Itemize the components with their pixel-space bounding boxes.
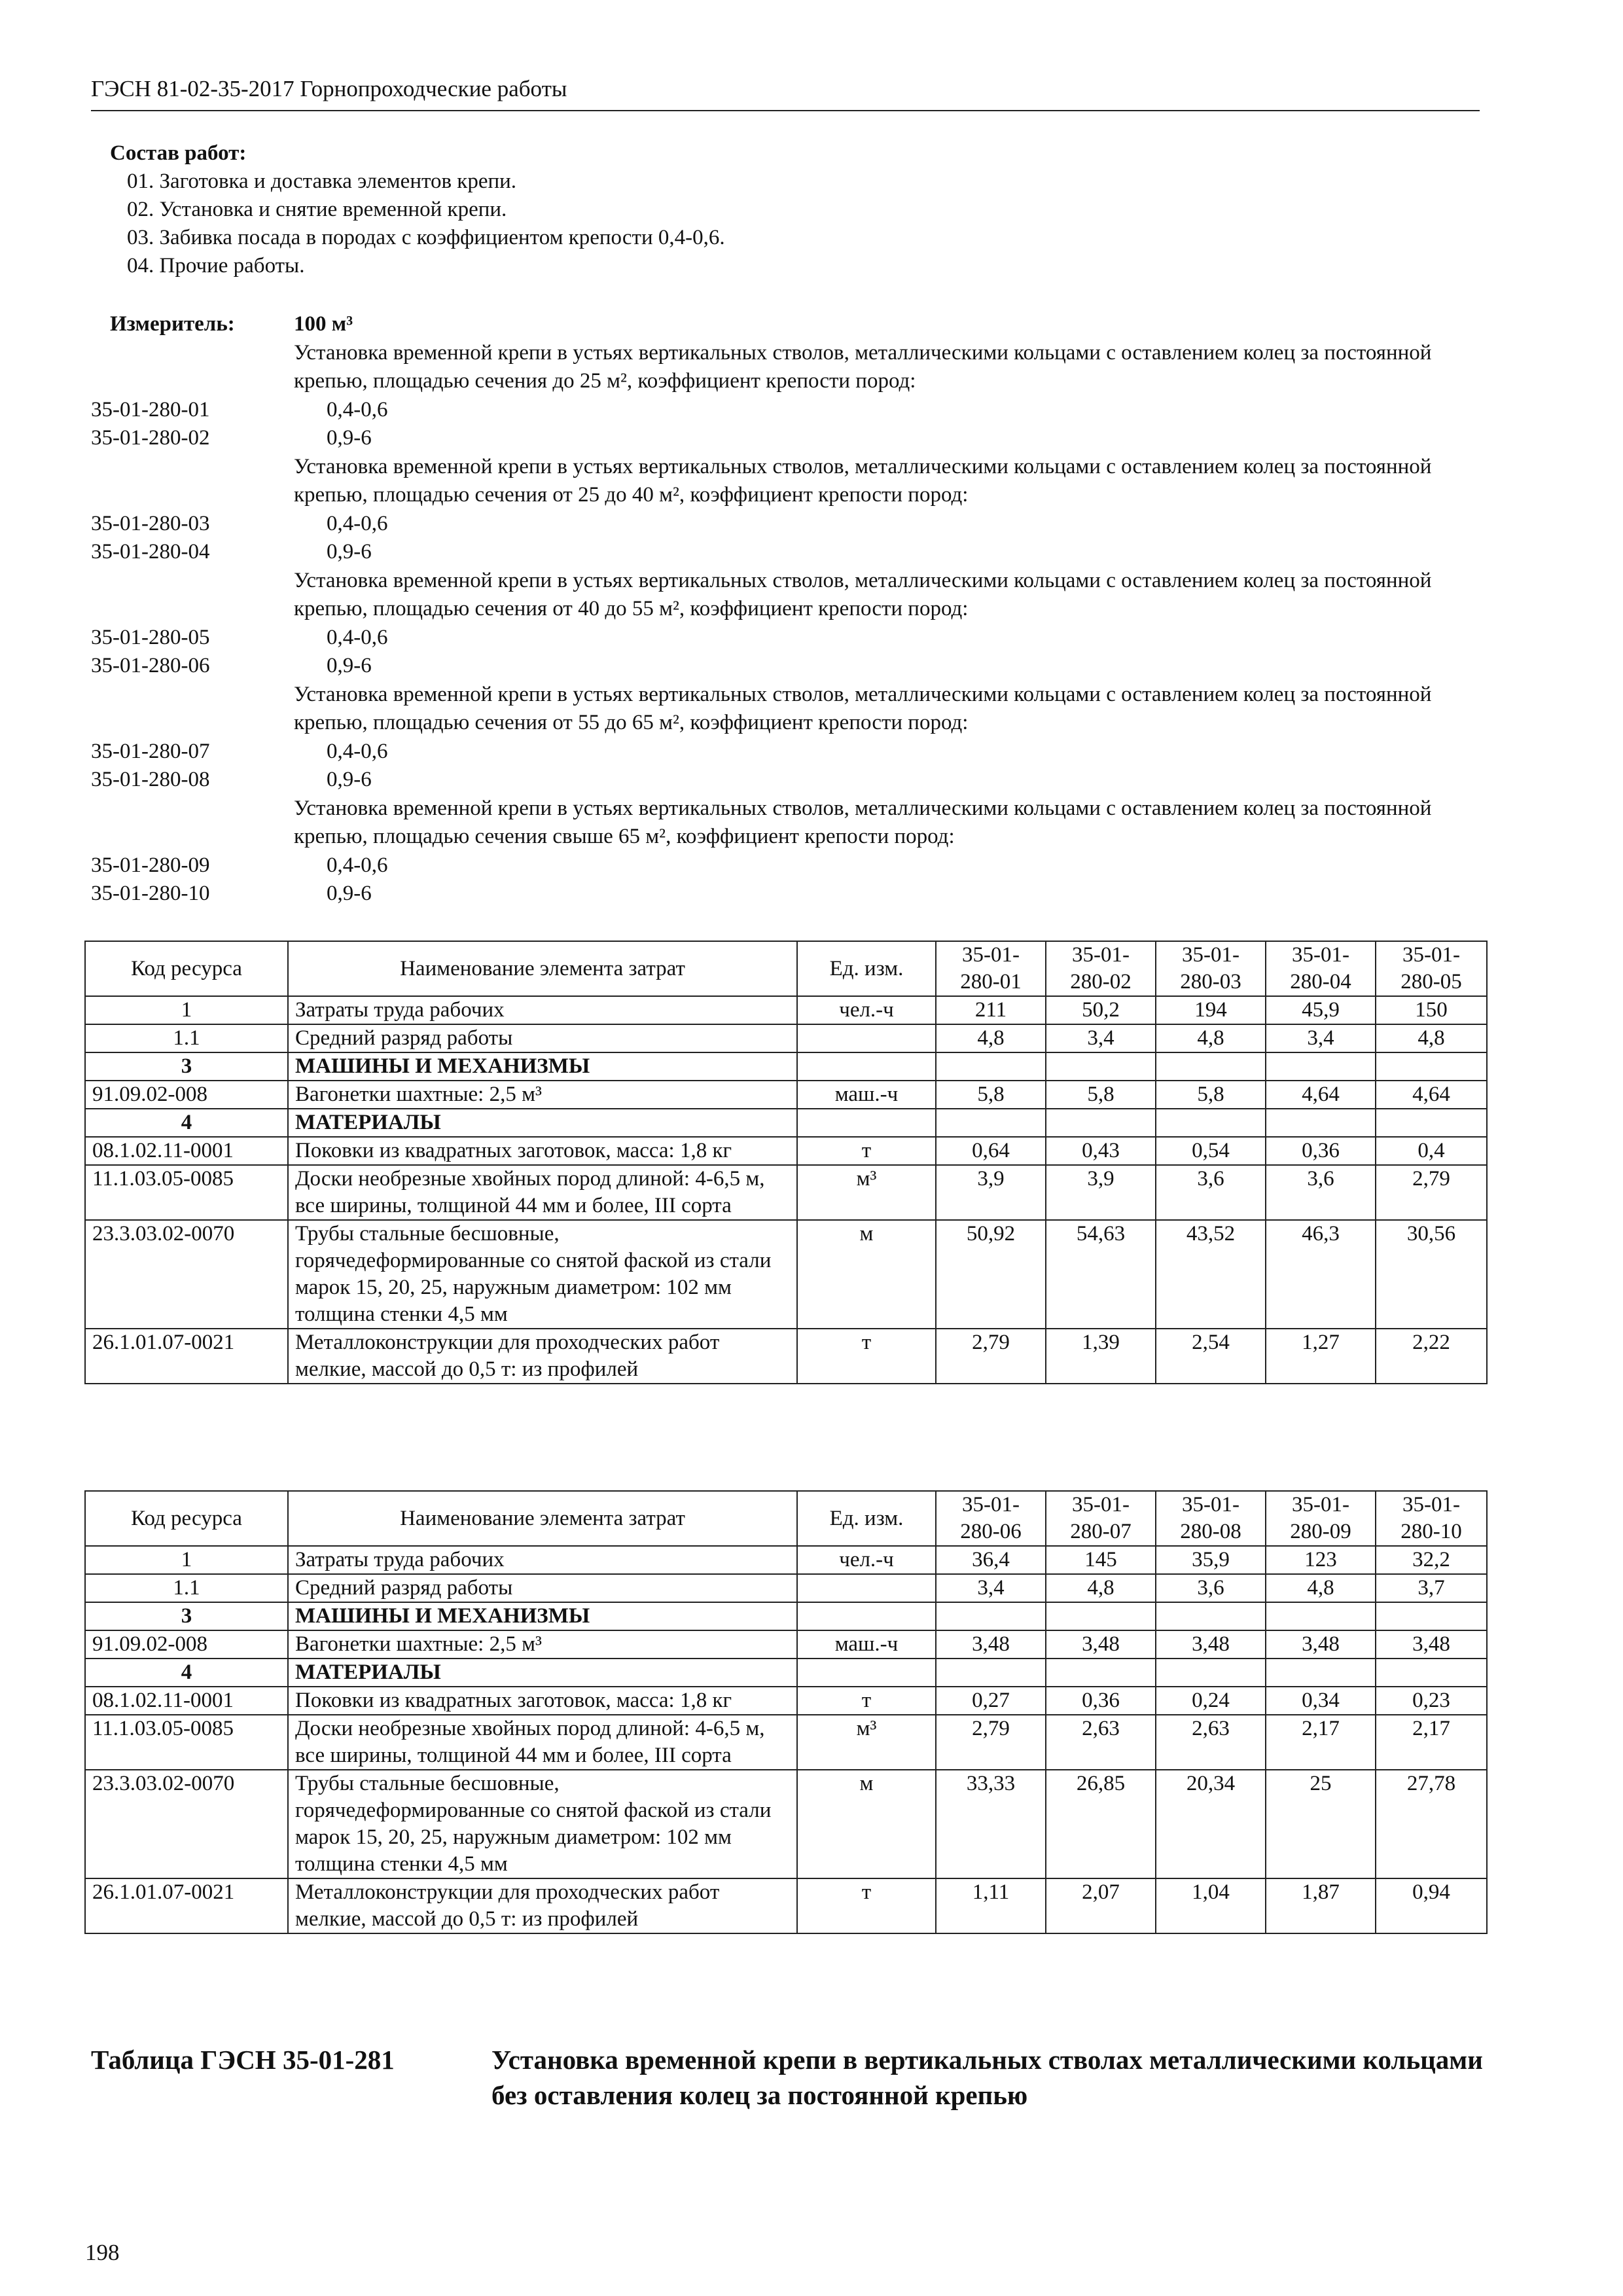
measure-code: 35-01-280-06 bbox=[91, 654, 210, 677]
norm-value: 54,63 bbox=[1046, 1220, 1156, 1329]
norm-value: 2,79 bbox=[1376, 1165, 1487, 1220]
resource-name: Трубы стальные бесшовные, горячедеформированные со снятой фаской из стали марок 15, 20, 25, наружным диаметром: 102 мм толщина стенки 4,5 мм bbox=[288, 1770, 797, 1878]
resource-code: 91.09.02-008 bbox=[85, 1630, 288, 1659]
measure-value: 0,9-6 bbox=[327, 654, 372, 677]
measure-value: 0,4-0,6 bbox=[327, 397, 388, 422]
norm-value: 0,64 bbox=[936, 1137, 1046, 1165]
norm-value bbox=[1156, 1109, 1266, 1137]
norm-value: 27,78 bbox=[1376, 1770, 1487, 1878]
resource-name: Металлоконструкции для проходческих работ мелкие, массой до 0,5 т: из профилей bbox=[288, 1878, 797, 1933]
measure-code-row bbox=[91, 510, 1491, 539]
resource-name: Металлоконструкции для проходческих работ мелкие, массой до 0,5 т: из профилей bbox=[288, 1329, 797, 1384]
header-norm-code: 35-01- 280-07 bbox=[1046, 1491, 1156, 1546]
resource-code: 3 bbox=[85, 1602, 288, 1630]
measure-value: 0,4-0,6 bbox=[327, 853, 388, 877]
norm-value: 5,8 bbox=[1156, 1081, 1266, 1109]
norm-value: 3,6 bbox=[1156, 1574, 1266, 1602]
norm-value bbox=[1376, 1602, 1487, 1630]
norm-value bbox=[936, 1659, 1046, 1687]
header-norm-code: 35-01- 280-05 bbox=[1376, 941, 1487, 996]
resource-unit: т bbox=[797, 1878, 936, 1933]
measure-code-row bbox=[91, 880, 1491, 908]
resource-name: МАТЕРИАЛЫ bbox=[288, 1659, 797, 1687]
table-header-row bbox=[85, 1491, 1487, 1546]
resource-name: МАШИНЫ И МЕХАНИЗМЫ bbox=[288, 1052, 797, 1081]
norm-value: 3,48 bbox=[1046, 1630, 1156, 1659]
resource-unit: м³ bbox=[797, 1715, 936, 1770]
table-row bbox=[85, 1687, 1487, 1715]
measure-label: Измеритель: bbox=[110, 312, 235, 336]
norm-value: 194 bbox=[1156, 996, 1266, 1024]
header-norm-code: 35-01- 280-08 bbox=[1156, 1491, 1266, 1546]
resource-code: 08.1.02.11-0001 bbox=[85, 1137, 288, 1165]
table-row bbox=[85, 1220, 1487, 1329]
measure-code-row bbox=[91, 624, 1491, 653]
work-item: 01. Заготовка и доставка элементов крепи. bbox=[127, 170, 517, 193]
resource-name: Вагонетки шахтные: 2,5 м³ bbox=[288, 1081, 797, 1109]
norm-value: 2,17 bbox=[1376, 1715, 1487, 1770]
page-number: 198 bbox=[85, 2240, 120, 2265]
measure-group-description: Установка временной крепи в устьях вертикальных стволов, металлическими кольцами с оставлением колец за постоянной крепью, площадью сечения от 25 до 40 м², коэффициент крепости пород: bbox=[294, 454, 1432, 507]
measure-row bbox=[91, 310, 1491, 339]
table-row bbox=[85, 1024, 1487, 1052]
norm-value: 3,48 bbox=[1376, 1630, 1487, 1659]
resource-name: МАТЕРИАЛЫ bbox=[288, 1109, 797, 1137]
norm-value: 2,79 bbox=[936, 1329, 1046, 1384]
norm-value bbox=[1156, 1602, 1266, 1630]
norm-value: 123 bbox=[1266, 1546, 1376, 1574]
header-norm-code: 35-01- 280-03 bbox=[1156, 941, 1266, 996]
resource-name: Доски необрезные хвойных пород длиной: 4-6,5 м, все ширины, толщиной 44 мм и более, III сорта bbox=[288, 1165, 797, 1220]
table-row bbox=[85, 1329, 1487, 1384]
measure-group-description: Установка временной крепи в устьях вертикальных стволов, металлическими кольцами с оставлением колец за постоянной крепью, площадью сечения до 25 м², коэффициент крепости пород: bbox=[294, 340, 1432, 393]
norm-value: 0,34 bbox=[1266, 1687, 1376, 1715]
resource-unit bbox=[797, 1052, 936, 1081]
norm-value: 2,54 bbox=[1156, 1329, 1266, 1384]
resource-code: 3 bbox=[85, 1052, 288, 1081]
norm-value: 150 bbox=[1376, 996, 1487, 1024]
resource-code: 1.1 bbox=[85, 1574, 288, 1602]
header-unit: Ед. изм. bbox=[797, 1491, 936, 1546]
resource-code: 91.09.02-008 bbox=[85, 1081, 288, 1109]
norm-value: 35,9 bbox=[1156, 1546, 1266, 1574]
measure-code-row bbox=[91, 652, 1491, 681]
norm-value: 4,8 bbox=[936, 1024, 1046, 1052]
norm-value: 3,4 bbox=[1266, 1024, 1376, 1052]
resource-unit: т bbox=[797, 1137, 936, 1165]
resource-code: 4 bbox=[85, 1109, 288, 1137]
resource-name: Трубы стальные бесшовные, горячедеформированные со снятой фаской из стали марок 15, 20, 25, наружным диаметром: 102 мм толщина стенки 4,5 мм bbox=[288, 1220, 797, 1329]
resource-unit bbox=[797, 1602, 936, 1630]
header-norm-code: 35-01- 280-10 bbox=[1376, 1491, 1487, 1546]
norm-value: 4,8 bbox=[1156, 1024, 1266, 1052]
norm-value: 5,8 bbox=[936, 1081, 1046, 1109]
norm-value: 211 bbox=[936, 996, 1046, 1024]
resource-code: 26.1.01.07-0021 bbox=[85, 1878, 288, 1933]
norm-value: 2,79 bbox=[936, 1715, 1046, 1770]
resource-unit: м bbox=[797, 1770, 936, 1878]
resource-code: 26.1.01.07-0021 bbox=[85, 1329, 288, 1384]
norm-value: 4,64 bbox=[1266, 1081, 1376, 1109]
norm-value: 20,34 bbox=[1156, 1770, 1266, 1878]
norm-value: 3,7 bbox=[1376, 1574, 1487, 1602]
header-norm-code: 35-01- 280-04 bbox=[1266, 941, 1376, 996]
norm-value: 3,6 bbox=[1266, 1165, 1376, 1220]
measure-value: 0,9-6 bbox=[327, 768, 372, 791]
norm-value: 0,24 bbox=[1156, 1687, 1266, 1715]
norm-value: 3,9 bbox=[936, 1165, 1046, 1220]
measure-value: 0,4-0,6 bbox=[327, 511, 388, 535]
resource-unit: м³ bbox=[797, 1165, 936, 1220]
resource-unit: маш.-ч bbox=[797, 1081, 936, 1109]
resource-name: Затраты труда рабочих bbox=[288, 996, 797, 1024]
norm-value: 50,2 bbox=[1046, 996, 1156, 1024]
norm-value bbox=[936, 1052, 1046, 1081]
measure-value: 0,4-0,6 bbox=[327, 739, 388, 763]
measure-group-description: Установка временной крепи в устьях вертикальных стволов, металлическими кольцами с оставлением колец за постоянной крепью, площадью сечения от 55 до 65 м², коэффициент крепости пород: bbox=[294, 682, 1432, 734]
measure-code: 35-01-280-04 bbox=[91, 540, 210, 564]
table-row bbox=[85, 1878, 1487, 1933]
page-header: ГЭСН 81-02-35-2017 Горнопроходческие работы bbox=[91, 76, 1480, 111]
norm-value: 5,8 bbox=[1046, 1081, 1156, 1109]
measure-unit: 100 м³ bbox=[294, 312, 353, 336]
norm-value: 46,3 bbox=[1266, 1220, 1376, 1329]
norm-value: 43,52 bbox=[1156, 1220, 1266, 1329]
resource-name: Вагонетки шахтные: 2,5 м³ bbox=[288, 1630, 797, 1659]
resource-code: 4 bbox=[85, 1659, 288, 1687]
norm-value: 45,9 bbox=[1266, 996, 1376, 1024]
resource-name: Средний разряд работы bbox=[288, 1574, 797, 1602]
table-row bbox=[85, 1165, 1487, 1220]
resource-name: Поковки из квадратных заготовок, масса: 1,8 кг bbox=[288, 1687, 797, 1715]
norm-value: 3,6 bbox=[1156, 1165, 1266, 1220]
measure-code: 35-01-280-02 bbox=[91, 426, 210, 450]
norm-value bbox=[936, 1602, 1046, 1630]
norm-value: 2,63 bbox=[1046, 1715, 1156, 1770]
header-name: Наименование элемента затрат bbox=[288, 941, 797, 996]
table-row bbox=[85, 1109, 1487, 1137]
header-code: Код ресурса bbox=[85, 1491, 288, 1546]
resource-name: Затраты труда рабочих bbox=[288, 1546, 797, 1574]
table-header-row bbox=[85, 941, 1487, 996]
norm-value bbox=[1046, 1659, 1156, 1687]
resource-code: 1 bbox=[85, 1546, 288, 1574]
norm-value: 32,2 bbox=[1376, 1546, 1487, 1574]
norm-value bbox=[1156, 1659, 1266, 1687]
measure-section bbox=[91, 310, 1491, 908]
measure-group-description: Установка временной крепи в устьях вертикальных стволов, металлическими кольцами с оставлением колец за постоянной крепью, площадью сечения свыше 65 м², коэффициент крепости пород: bbox=[294, 796, 1432, 848]
work-item: 04. Прочие работы. bbox=[127, 254, 305, 278]
header-code: Код ресурса bbox=[85, 941, 288, 996]
resource-unit bbox=[797, 1659, 936, 1687]
header-unit: Ед. изм. bbox=[797, 941, 936, 996]
norm-value: 1,04 bbox=[1156, 1878, 1266, 1933]
resource-code: 11.1.03.05-0085 bbox=[85, 1715, 288, 1770]
norm-value: 2,63 bbox=[1156, 1715, 1266, 1770]
norm-value: 2,07 bbox=[1046, 1878, 1156, 1933]
norm-value: 4,64 bbox=[1376, 1081, 1487, 1109]
measure-value: 0,9-6 bbox=[327, 540, 372, 564]
header-norm-code: 35-01- 280-06 bbox=[936, 1491, 1046, 1546]
resource-table-1 bbox=[84, 941, 1488, 1384]
norm-value: 145 bbox=[1046, 1546, 1156, 1574]
norm-value bbox=[1156, 1052, 1266, 1081]
header-norm-code: 35-01- 280-02 bbox=[1046, 941, 1156, 996]
header-name: Наименование элемента затрат bbox=[288, 1491, 797, 1546]
caption-title: Установка временной крепи в вертикальных стволах металлическими кольцами без оставления колец за постоянной крепью bbox=[491, 2045, 1483, 2110]
resource-unit: чел.-ч bbox=[797, 1546, 936, 1574]
work-composition-title: Состав работ: bbox=[110, 141, 247, 165]
norm-value bbox=[1046, 1602, 1156, 1630]
norm-value: 0,94 bbox=[1376, 1878, 1487, 1933]
norm-value: 4,8 bbox=[1266, 1574, 1376, 1602]
table-row bbox=[85, 1574, 1487, 1602]
caption-table-id: Таблица ГЭСН 35-01-281 bbox=[91, 2045, 395, 2075]
measure-code: 35-01-280-09 bbox=[91, 853, 210, 877]
table-row bbox=[85, 1081, 1487, 1109]
measure-code: 35-01-280-10 bbox=[91, 882, 210, 905]
measure-code-row bbox=[91, 738, 1491, 766]
norm-value: 3,48 bbox=[1266, 1630, 1376, 1659]
norm-value: 1,27 bbox=[1266, 1329, 1376, 1384]
resource-name: Доски необрезные хвойных пород длиной: 4-6,5 м, все ширины, толщиной 44 мм и более, III сорта bbox=[288, 1715, 797, 1770]
resource-code: 23.3.03.02-0070 bbox=[85, 1770, 288, 1878]
norm-value bbox=[1376, 1659, 1487, 1687]
table-row bbox=[85, 1602, 1487, 1630]
norm-value: 36,4 bbox=[936, 1546, 1046, 1574]
table-row bbox=[85, 1770, 1487, 1878]
norm-value: 0,54 bbox=[1156, 1137, 1266, 1165]
measure-code-row bbox=[91, 538, 1491, 567]
norm-value: 1,87 bbox=[1266, 1878, 1376, 1933]
norm-value bbox=[1046, 1052, 1156, 1081]
resource-table-2 bbox=[84, 1490, 1488, 1934]
resource-unit bbox=[797, 1024, 936, 1052]
norm-value bbox=[1266, 1602, 1376, 1630]
resource-name: МАШИНЫ И МЕХАНИЗМЫ bbox=[288, 1602, 797, 1630]
norm-value bbox=[1376, 1052, 1487, 1081]
norm-value: 0,23 bbox=[1376, 1687, 1487, 1715]
work-composition bbox=[110, 139, 725, 280]
norm-value: 0,36 bbox=[1266, 1137, 1376, 1165]
table-row bbox=[85, 996, 1487, 1024]
table-row bbox=[85, 1659, 1487, 1687]
norm-value: 30,56 bbox=[1376, 1220, 1487, 1329]
header-norm-code: 35-01- 280-01 bbox=[936, 941, 1046, 996]
table-row bbox=[85, 1630, 1487, 1659]
measure-value: 0,9-6 bbox=[327, 426, 372, 450]
norm-value: 0,43 bbox=[1046, 1137, 1156, 1165]
norm-value: 1,39 bbox=[1046, 1329, 1156, 1384]
resource-unit bbox=[797, 1109, 936, 1137]
norm-value bbox=[1266, 1109, 1376, 1137]
resource-code: 23.3.03.02-0070 bbox=[85, 1220, 288, 1329]
resource-unit: м bbox=[797, 1220, 936, 1329]
resource-unit: маш.-ч bbox=[797, 1630, 936, 1659]
header-norm-code: 35-01- 280-09 bbox=[1266, 1491, 1376, 1546]
norm-value: 3,48 bbox=[1156, 1630, 1266, 1659]
measure-code: 35-01-280-08 bbox=[91, 768, 210, 791]
norm-value: 4,8 bbox=[1376, 1024, 1487, 1052]
measure-code-row bbox=[91, 396, 1491, 425]
work-item: 02. Установка и снятие временной крепи. bbox=[127, 198, 507, 221]
norm-value: 1,11 bbox=[936, 1878, 1046, 1933]
resource-name: Средний разряд работы bbox=[288, 1024, 797, 1052]
table-row bbox=[85, 1715, 1487, 1770]
measure-code: 35-01-280-07 bbox=[91, 739, 210, 763]
measure-code: 35-01-280-01 bbox=[91, 397, 210, 422]
measure-code-row bbox=[91, 766, 1491, 795]
measure-value: 0,4-0,6 bbox=[327, 625, 388, 649]
norm-value: 2,17 bbox=[1266, 1715, 1376, 1770]
norm-value: 2,22 bbox=[1376, 1329, 1487, 1384]
norm-value: 4,8 bbox=[1046, 1574, 1156, 1602]
norm-value: 50,92 bbox=[936, 1220, 1046, 1329]
norm-value: 3,4 bbox=[936, 1574, 1046, 1602]
measure-group-description: Установка временной крепи в устьях вертикальных стволов, металлическими кольцами с оставлением колец за постоянной крепью, площадью сечения от 40 до 55 м², коэффициент крепости пород: bbox=[294, 568, 1432, 620]
norm-value bbox=[1376, 1109, 1487, 1137]
resource-name: Поковки из квадратных заготовок, масса: 1,8 кг bbox=[288, 1137, 797, 1165]
norm-value bbox=[1046, 1109, 1156, 1137]
norm-value: 26,85 bbox=[1046, 1770, 1156, 1878]
measure-value: 0,9-6 bbox=[327, 882, 372, 905]
measure-code: 35-01-280-05 bbox=[91, 625, 210, 649]
resource-unit: чел.-ч bbox=[797, 996, 936, 1024]
table-row bbox=[85, 1052, 1487, 1081]
norm-value: 3,9 bbox=[1046, 1165, 1156, 1220]
norm-value: 25 bbox=[1266, 1770, 1376, 1878]
norm-value bbox=[1266, 1659, 1376, 1687]
work-item: 03. Забивка посада в породах с коэффициентом крепости 0,4-0,6. bbox=[127, 226, 725, 249]
measure-code-row bbox=[91, 424, 1491, 453]
norm-value bbox=[936, 1109, 1046, 1137]
norm-value: 33,33 bbox=[936, 1770, 1046, 1878]
resource-code: 1 bbox=[85, 996, 288, 1024]
norm-value: 3,48 bbox=[936, 1630, 1046, 1659]
table-row bbox=[85, 1137, 1487, 1165]
norm-value: 3,4 bbox=[1046, 1024, 1156, 1052]
resource-unit: т bbox=[797, 1329, 936, 1384]
resource-code: 1.1 bbox=[85, 1024, 288, 1052]
norm-value: 0,27 bbox=[936, 1687, 1046, 1715]
norm-value: 0,36 bbox=[1046, 1687, 1156, 1715]
norm-value: 0,4 bbox=[1376, 1137, 1487, 1165]
resource-unit bbox=[797, 1574, 936, 1602]
resource-code: 08.1.02.11-0001 bbox=[85, 1687, 288, 1715]
norm-value bbox=[1266, 1052, 1376, 1081]
table-row bbox=[85, 1546, 1487, 1574]
resource-unit: т bbox=[797, 1687, 936, 1715]
resource-code: 11.1.03.05-0085 bbox=[85, 1165, 288, 1220]
measure-code-row bbox=[91, 852, 1491, 880]
measure-code: 35-01-280-03 bbox=[91, 511, 210, 535]
